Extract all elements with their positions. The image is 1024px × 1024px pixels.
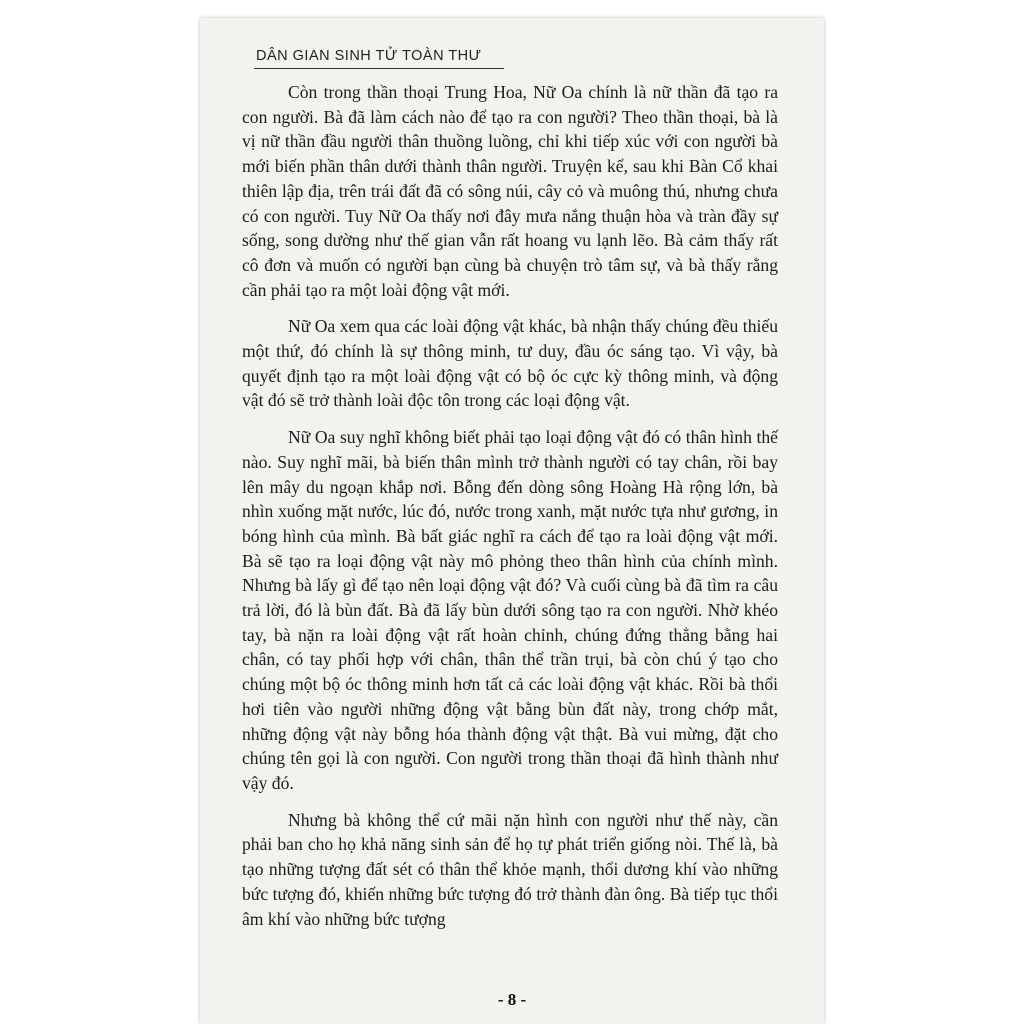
header-rule xyxy=(254,68,504,69)
page-number: - 8 - xyxy=(497,990,527,1009)
body-text xyxy=(242,80,778,931)
paragraph-4: Nhưng bà không thể cứ mãi nặn hình con người như thế này, cần phải ban cho họ khả năng sinh sản để họ tự phát triển giống nòi. Thế là, bà tạo những tượng đất sét có thân thể khỏe mạnh, thổi dương khí vào những bức tượng đó, khiến những bức tượng đó trở thành đàn ông. Bà tiếp tục thổi âm khí vào những bức tượng xyxy=(242,809,778,929)
paragraph-2: Nữ Oa xem qua các loài động vật khác, bà nhận thấy chúng đều thiếu một thứ, đó chính là sự thông minh, tư duy, đầu óc sáng tạo. Vì vậy, bà quyết định tạo ra một loài động vật có bộ óc cực kỳ thông minh, và động vật đó sẽ trở thành loài độc tôn trong các loại động vật. xyxy=(242,316,778,411)
running-head: DÂN GIAN SINH TỬ TOÀN THƯ xyxy=(256,48,482,64)
book-page xyxy=(200,18,824,1024)
paragraph-3: Nữ Oa suy nghĩ không biết phải tạo loại động vật đó có thân hình thế nào. Suy nghĩ mãi, bà biến thân mình trở thành người có tay chân, rồi bay lên mây du ngoạn khắp nơi. Bỗng đến dòng sông Hoàng Hà rộng lớn, bà nhìn xuống mặt nước, lúc đó, nước trong xanh, mặt nước tựa như gương, in bóng hình của mình. Bà bất giác nghĩ ra cách để tạo ra loài động vật mới. Bà sẽ tạo ra loại động vật này mô phỏng theo thân hình của chính mình. Nhưng bà lấy gì để tạo nên loại động vật đó? Và cuối cùng bà đã tìm ra câu trả lời, đó là bùn đất. Bà đã lấy bùn dưới sông tạo ra con người. Nhờ khéo tay, bà nặn ra loài động vật rất hoàn chỉnh, chúng đứng thẳng bằng hai chân, có tay phối hợp với chân, thân thể trần trụi, bà còn chú ý tạo cho chúng một bộ óc thông minh hơn tất cả các loài động vật khác. Rồi bà thổi hơi tiên vào người những động vật bằng bùn đất này, trong chớp mắt, những động vật này bỗng hóa thành động vật thật. Bà vui mừng, đặt cho chúng tên gọi là con người. Con người trong thần thoại đã hình thành như vậy đó. xyxy=(242,427,778,793)
paragraph-1: Còn trong thần thoại Trung Hoa, Nữ Oa chính là nữ thần đã tạo ra con người. Bà đã làm cách nào để tạo ra con người? Theo thần thoại, bà là vị nữ thần đầu người thân thuồng luồng, chỉ khi tiếp xúc với con người bà mới biến phần thân dưới thành thân người. Truyện kể, sau khi Bàn Cổ khai thiên lập địa, trên trái đất đã có sông núi, cây cỏ và muông thú, nhưng chưa có con người. Tuy Nữ Oa thấy nơi đây mưa nắng thuận hòa và tràn đầy sự sống, song dường như thế gian vẫn rất hoang vu lạnh lẽo. Bà cảm thấy rất cô đơn và muốn có người bạn cùng bà chuyện trò tâm sự, và bà thấy rằng cần phải tạo ra một loài động vật mới. xyxy=(242,82,778,300)
